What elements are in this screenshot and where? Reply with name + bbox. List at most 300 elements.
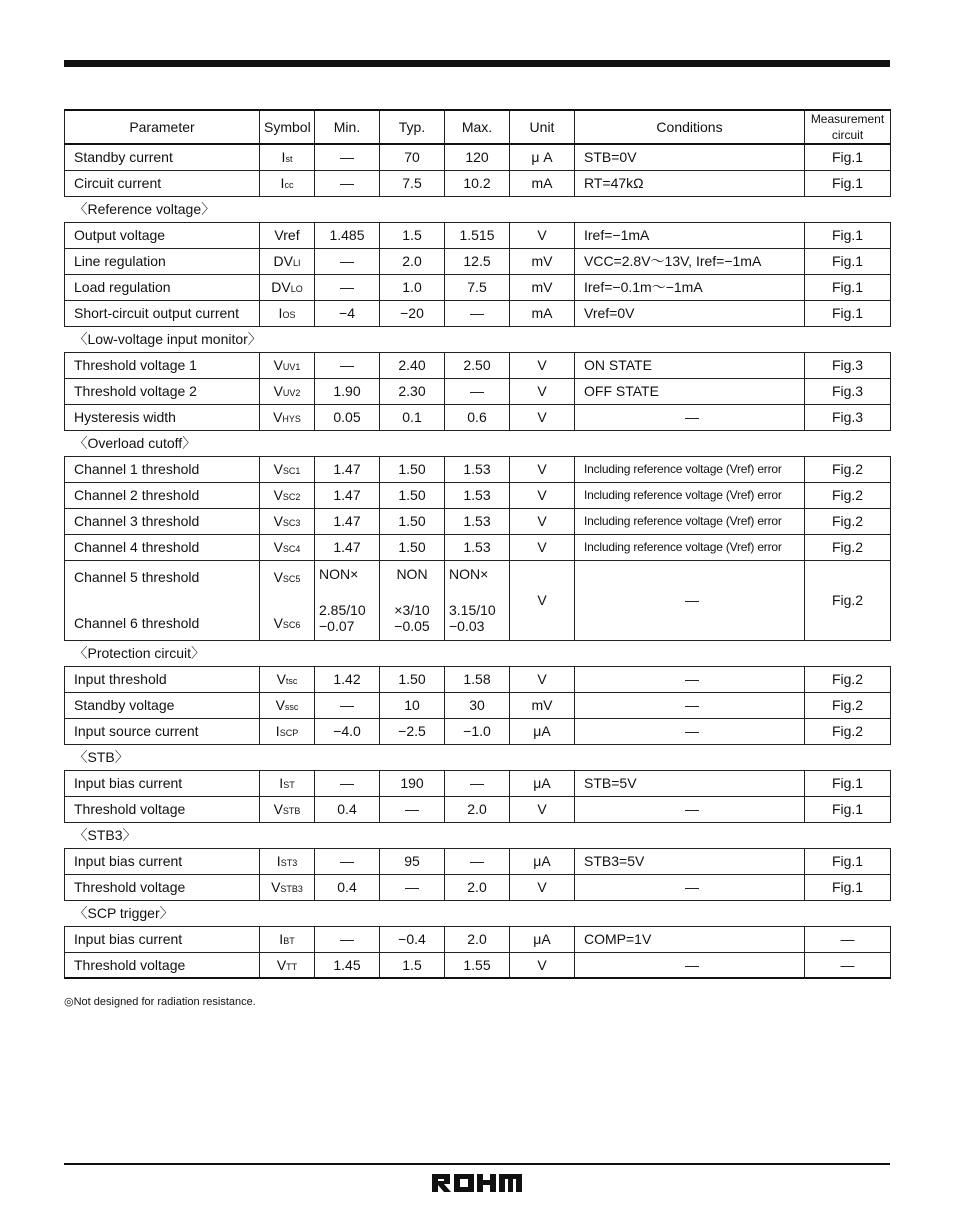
- parameter-cell: Threshold voltage: [65, 874, 260, 900]
- table-row: [65, 874, 891, 900]
- parameter-cell: [65, 560, 260, 640]
- min-cell: —: [315, 692, 380, 718]
- section-row: [65, 430, 891, 456]
- header-conditions: Conditions: [575, 110, 805, 144]
- symbol-main: I: [279, 931, 284, 947]
- symbol-cell: [260, 352, 315, 378]
- measurement-cell: Fig.1: [805, 248, 891, 274]
- conditions-cell: Including reference voltage (Vref) error: [575, 456, 805, 482]
- symbol-cell: [260, 692, 315, 718]
- section-title: 〈Low-voltage input monitor〉: [65, 326, 891, 352]
- min-cell: 1.485: [315, 222, 380, 248]
- header-symbol: Symbol: [260, 110, 315, 144]
- unit-cell: V: [510, 796, 575, 822]
- typ-cell: −2.5: [380, 718, 445, 744]
- symbol-main: V: [275, 697, 285, 713]
- table-row: [65, 848, 891, 874]
- symbol-cell: [260, 770, 315, 796]
- conditions-cell: STB=5V: [575, 770, 805, 796]
- rohm-logo: [430, 1172, 524, 1194]
- min-cell: —: [315, 170, 380, 196]
- unit-cell: V: [510, 560, 575, 640]
- measurement-cell: Fig.2: [805, 456, 891, 482]
- table-row: [65, 770, 891, 796]
- typ-cell: −0.4: [380, 926, 445, 952]
- conditions-cell: OFF STATE: [575, 378, 805, 404]
- unit-cell: μA: [510, 770, 575, 796]
- min-line1: NON×: [319, 566, 359, 582]
- min-cell: 1.90: [315, 378, 380, 404]
- parameter-cell: Input bias current: [65, 848, 260, 874]
- table-row: [65, 718, 891, 744]
- symbol-ch6: [274, 615, 301, 631]
- symbol-sub: st: [285, 154, 293, 165]
- symbol-main: V: [273, 539, 283, 555]
- conditions-cell: Including reference voltage (Vref) error: [575, 508, 805, 534]
- typ-cell: 95: [380, 848, 445, 874]
- max-cell: 12.5: [445, 248, 510, 274]
- conditions-cell: —: [575, 718, 805, 744]
- measurement-cell: Fig.3: [805, 378, 891, 404]
- section-title: 〈SCP trigger〉: [65, 900, 891, 926]
- unit-cell: V: [510, 508, 575, 534]
- symbol-sub: UV2: [282, 388, 301, 398]
- symbol-sub: BT: [283, 936, 295, 946]
- symbol-main: DV: [273, 253, 293, 269]
- symbol-sub: cc: [284, 180, 294, 190]
- symbol-sub: STB3: [280, 884, 303, 894]
- section-title: 〈Protection circuit〉: [65, 640, 891, 666]
- table-row: [65, 300, 891, 326]
- symbol-main: V: [273, 615, 283, 631]
- symbol-cell: [260, 952, 315, 978]
- max-cell: —: [445, 770, 510, 796]
- conditions-cell: Including reference voltage (Vref) error: [575, 534, 805, 560]
- header-parameter: Parameter: [65, 110, 260, 144]
- symbol-sub: SC2: [282, 492, 301, 502]
- measurement-cell: Fig.1: [805, 170, 891, 196]
- section-row: [65, 822, 891, 848]
- symbol-main: V: [273, 357, 283, 373]
- max-line2: 3.15/10: [449, 602, 496, 618]
- measurement-cell: Fig.1: [805, 274, 891, 300]
- top-rule: [64, 60, 890, 67]
- max-cell: 7.5: [445, 274, 510, 300]
- min-cell: −4: [315, 300, 380, 326]
- typ-cell: 1.50: [380, 482, 445, 508]
- measurement-cell: Fig.1: [805, 770, 891, 796]
- parameter-cell: Hysteresis width: [65, 404, 260, 430]
- conditions-cell: —: [575, 666, 805, 692]
- min-cell: —: [315, 144, 380, 170]
- table-row: [65, 926, 891, 952]
- symbol-cell: [260, 666, 315, 692]
- max-cell: 2.0: [445, 796, 510, 822]
- unit-cell: mV: [510, 274, 575, 300]
- min-line2: 2.85/10: [319, 602, 366, 618]
- measurement-cell: Fig.2: [805, 560, 891, 640]
- symbol-sub: SCP: [279, 728, 299, 738]
- conditions-cell: Vref=0V: [575, 300, 805, 326]
- symbol-cell: [260, 508, 315, 534]
- max-cell: —: [445, 848, 510, 874]
- symbol-sub: SC4: [282, 544, 301, 554]
- symbol-sub: OS: [282, 310, 296, 320]
- unit-cell: V: [510, 482, 575, 508]
- min-cell: [315, 560, 380, 640]
- unit-cell: V: [510, 404, 575, 430]
- header-measurement-circuit: [805, 110, 891, 144]
- table-row: [65, 534, 891, 560]
- unit-cell: mV: [510, 692, 575, 718]
- symbol-cell: [260, 300, 315, 326]
- symbol-cell: [260, 874, 315, 900]
- unit-cell: V: [510, 456, 575, 482]
- symbol-cell: [260, 248, 315, 274]
- min-cell: 1.47: [315, 456, 380, 482]
- measurement-cell: Fig.2: [805, 482, 891, 508]
- typ-cell: 2.0: [380, 248, 445, 274]
- symbol-sub: SC5: [282, 574, 301, 584]
- unit-cell: V: [510, 534, 575, 560]
- min-cell: 1.47: [315, 508, 380, 534]
- typ-lines: [394, 602, 429, 634]
- measurement-cell: Fig.1: [805, 300, 891, 326]
- symbol-cell: [260, 534, 315, 560]
- measurement-cell: Fig.2: [805, 508, 891, 534]
- parameter-cell: Threshold voltage 2: [65, 378, 260, 404]
- symbol-sub: ST3: [280, 858, 298, 868]
- symbol-main: DV: [271, 279, 291, 295]
- symbol-sub: SC1: [282, 466, 301, 476]
- typ-cell: 10: [380, 692, 445, 718]
- typ-line1: NON: [396, 566, 428, 582]
- symbol-main: I: [280, 175, 285, 191]
- symbol-sub: STB: [282, 806, 301, 816]
- conditions-cell: —: [575, 560, 805, 640]
- conditions-cell: Iref=−1mA: [575, 222, 805, 248]
- typ-cell: 190: [380, 770, 445, 796]
- electrical-characteristics-table: [64, 109, 891, 979]
- unit-cell: mA: [510, 300, 575, 326]
- min-cell: —: [315, 926, 380, 952]
- conditions-cell: —: [575, 874, 805, 900]
- symbol-main: V: [273, 487, 283, 503]
- max-cell: 1.55: [445, 952, 510, 978]
- typ-cell: 0.1: [380, 404, 445, 430]
- parameter-cell: Channel 1 threshold: [65, 456, 260, 482]
- symbol-main: V: [271, 879, 281, 895]
- unit-cell: V: [510, 378, 575, 404]
- table-row: [65, 456, 891, 482]
- symbol-cell: [260, 144, 315, 170]
- max-cell: 2.50: [445, 352, 510, 378]
- unit-cell: μ A: [510, 144, 575, 170]
- unit-cell: V: [510, 666, 575, 692]
- table-row: [65, 222, 891, 248]
- table-row: [65, 352, 891, 378]
- symbol-cell: [260, 274, 315, 300]
- symbol-cell: [260, 456, 315, 482]
- parameter-cell: Channel 4 threshold: [65, 534, 260, 560]
- table-row: [65, 248, 891, 274]
- parameter-cell: Output voltage: [65, 222, 260, 248]
- max-cell: 1.58: [445, 666, 510, 692]
- symbol-sub: tsc: [285, 676, 298, 686]
- min-cell: 0.4: [315, 796, 380, 822]
- min-lines: [319, 602, 366, 634]
- table-row: [65, 692, 891, 718]
- section-row: [65, 900, 891, 926]
- conditions-cell: Including reference voltage (Vref) error: [575, 482, 805, 508]
- max-cell: 0.6: [445, 404, 510, 430]
- min-cell: —: [315, 848, 380, 874]
- parameter-cell: Threshold voltage: [65, 796, 260, 822]
- symbol-main: I: [275, 723, 280, 739]
- typ-cell: −20: [380, 300, 445, 326]
- table-row: [65, 508, 891, 534]
- table-row: [65, 666, 891, 692]
- parameter-cell: Channel 2 threshold: [65, 482, 260, 508]
- symbol-sub: ST: [283, 780, 295, 790]
- header-unit: Unit: [510, 110, 575, 144]
- min-cell: —: [315, 248, 380, 274]
- table-row: [65, 274, 891, 300]
- min-cell: 0.4: [315, 874, 380, 900]
- parameter-cell: Short-circuit output current: [65, 300, 260, 326]
- min-cell: 0.05: [315, 404, 380, 430]
- section-row: [65, 196, 891, 222]
- parameter-cell: Input threshold: [65, 666, 260, 692]
- symbol-cell: [260, 796, 315, 822]
- unit-cell: μA: [510, 848, 575, 874]
- max-line1: NON×: [449, 566, 489, 582]
- max-cell: —: [445, 300, 510, 326]
- min-cell: —: [315, 770, 380, 796]
- table-row: [65, 144, 891, 170]
- section-title: 〈STB〉: [65, 744, 891, 770]
- symbol-main: V: [273, 513, 283, 529]
- symbol-main: V: [273, 461, 283, 477]
- measurement-cell: Fig.1: [805, 848, 891, 874]
- typ-cell: —: [380, 796, 445, 822]
- typ-cell: 1.5: [380, 952, 445, 978]
- max-cell: 1.53: [445, 456, 510, 482]
- header-measurement-line2: circuit: [831, 128, 864, 142]
- header-max: Max.: [445, 110, 510, 144]
- header-typ: Typ.: [380, 110, 445, 144]
- conditions-cell: —: [575, 692, 805, 718]
- conditions-cell: —: [575, 796, 805, 822]
- symbol-sub: SC6: [282, 620, 301, 630]
- symbol-cell: [260, 560, 315, 640]
- parameter-cell: Circuit current: [65, 170, 260, 196]
- measurement-cell: Fig.3: [805, 404, 891, 430]
- measurement-cell: Fig.2: [805, 666, 891, 692]
- symbol-sub: LI: [292, 258, 301, 268]
- parameter-ch6: Channel 6 threshold: [74, 615, 200, 631]
- max-cell: 120: [445, 144, 510, 170]
- symbol-sub: HYS: [282, 414, 301, 424]
- parameter-cell: Input bias current: [65, 770, 260, 796]
- max-cell: 1.53: [445, 534, 510, 560]
- parameter-cell: Standby current: [65, 144, 260, 170]
- unit-cell: μA: [510, 926, 575, 952]
- conditions-cell: COMP=1V: [575, 926, 805, 952]
- max-cell: [445, 560, 510, 640]
- max-cell: 1.53: [445, 482, 510, 508]
- parameter-cell: Threshold voltage: [65, 952, 260, 978]
- unit-cell: V: [510, 352, 575, 378]
- measurement-cell: Fig.3: [805, 352, 891, 378]
- parameter-ch5: Channel 5 threshold: [74, 569, 200, 585]
- min-cell: −4.0: [315, 718, 380, 744]
- symbol-cell: [260, 404, 315, 430]
- table-row: [65, 952, 891, 978]
- conditions-cell: VCC=2.8V〜13V, Iref=−1mA: [575, 248, 805, 274]
- typ-cell: 1.50: [380, 666, 445, 692]
- max-cell: 30: [445, 692, 510, 718]
- max-cell: −1.0: [445, 718, 510, 744]
- table-header: [65, 110, 891, 144]
- max-line3: −0.03: [449, 618, 485, 634]
- table-row: [65, 378, 891, 404]
- unit-cell: V: [510, 222, 575, 248]
- parameter-cell: Line regulation: [65, 248, 260, 274]
- symbol-ch5: [274, 569, 301, 585]
- header-measurement-line1: Measurement: [810, 112, 885, 126]
- symbol-sub: TT: [286, 961, 298, 972]
- symbol-main: V: [276, 671, 286, 687]
- table-row: [65, 482, 891, 508]
- section-row: [65, 744, 891, 770]
- conditions-cell: ON STATE: [575, 352, 805, 378]
- symbol-main: V: [273, 409, 283, 425]
- symbol-main: I: [276, 853, 281, 869]
- symbol-cell: [260, 170, 315, 196]
- section-title: 〈Reference voltage〉: [65, 196, 891, 222]
- typ-cell: 7.5: [380, 170, 445, 196]
- symbol-cell: [260, 222, 315, 248]
- section-row: [65, 326, 891, 352]
- conditions-cell: —: [575, 404, 805, 430]
- symbol-cell: [260, 482, 315, 508]
- measurement-cell: Fig.1: [805, 222, 891, 248]
- measurement-cell: —: [805, 952, 891, 978]
- parameter-cell: Load regulation: [65, 274, 260, 300]
- min-line3: −0.07: [319, 618, 355, 634]
- parameter-cell: Input bias current: [65, 926, 260, 952]
- symbol-main: I: [279, 775, 284, 791]
- max-cell: 10.2: [445, 170, 510, 196]
- typ-cell: —: [380, 874, 445, 900]
- typ-line2: ×3/10: [394, 602, 430, 618]
- radiation-note: ◎Not designed for radiation resistance.: [64, 996, 256, 1008]
- typ-cell: 1.50: [380, 508, 445, 534]
- header-min: Min.: [315, 110, 380, 144]
- unit-cell: μA: [510, 718, 575, 744]
- max-cell: 2.0: [445, 874, 510, 900]
- symbol-main: V: [273, 801, 283, 817]
- typ-line3: −0.05: [394, 618, 430, 634]
- measurement-cell: Fig.1: [805, 144, 891, 170]
- measurement-cell: Fig.1: [805, 796, 891, 822]
- symbol-main: Vref: [274, 227, 300, 243]
- section-title: 〈STB3〉: [65, 822, 891, 848]
- unit-cell: mA: [510, 170, 575, 196]
- typ-cell: 2.30: [380, 378, 445, 404]
- symbol-main: V: [276, 956, 287, 973]
- table-row: [65, 404, 891, 430]
- conditions-cell: RT=47kΩ: [575, 170, 805, 196]
- measurement-cell: Fig.2: [805, 718, 891, 744]
- symbol-sub: LO: [290, 284, 303, 294]
- symbol-main: V: [273, 569, 283, 585]
- typ-cell: 1.0: [380, 274, 445, 300]
- table-row: [65, 170, 891, 196]
- unit-cell: V: [510, 874, 575, 900]
- min-cell: 1.42: [315, 666, 380, 692]
- min-cell: 1.47: [315, 482, 380, 508]
- measurement-cell: —: [805, 926, 891, 952]
- min-cell: —: [315, 274, 380, 300]
- max-lines: [449, 602, 496, 634]
- symbol-cell: [260, 718, 315, 744]
- max-cell: 1.515: [445, 222, 510, 248]
- symbol-main: I: [278, 305, 283, 321]
- symbol-main: V: [273, 383, 283, 399]
- unit-cell: V: [510, 952, 575, 978]
- section-row: [65, 640, 891, 666]
- typ-cell: 70: [380, 144, 445, 170]
- typ-cell: 1.5: [380, 222, 445, 248]
- symbol-sub: ssc: [284, 702, 299, 712]
- table-row: [65, 560, 891, 640]
- table-row: [65, 796, 891, 822]
- unit-cell: mV: [510, 248, 575, 274]
- symbol-cell: [260, 926, 315, 952]
- measurement-cell: Fig.1: [805, 874, 891, 900]
- section-title: 〈Overload cutoff〉: [65, 430, 891, 456]
- symbol-cell: [260, 848, 315, 874]
- symbol-cell: [260, 378, 315, 404]
- parameter-cell: Input source current: [65, 718, 260, 744]
- min-cell: —: [315, 352, 380, 378]
- symbol-main: I: [281, 149, 286, 166]
- conditions-cell: —: [575, 952, 805, 978]
- min-cell: 1.47: [315, 534, 380, 560]
- conditions-cell: STB3=5V: [575, 848, 805, 874]
- measurement-cell: Fig.2: [805, 692, 891, 718]
- conditions-cell: STB=0V: [575, 144, 805, 170]
- min-cell: 1.45: [315, 952, 380, 978]
- typ-cell: [380, 560, 445, 640]
- measurement-cell: Fig.2: [805, 534, 891, 560]
- conditions-cell: Iref=−0.1m〜−1mA: [575, 274, 805, 300]
- typ-cell: 2.40: [380, 352, 445, 378]
- parameter-cell: Channel 3 threshold: [65, 508, 260, 534]
- typ-cell: 1.50: [380, 456, 445, 482]
- max-cell: 2.0: [445, 926, 510, 952]
- bottom-rule: [64, 1163, 890, 1165]
- symbol-sub: UV1: [282, 362, 301, 372]
- max-cell: —: [445, 378, 510, 404]
- typ-cell: 1.50: [380, 534, 445, 560]
- parameter-cell: Standby voltage: [65, 692, 260, 718]
- max-cell: 1.53: [445, 508, 510, 534]
- parameter-cell: Threshold voltage 1: [65, 352, 260, 378]
- symbol-sub: SC3: [282, 518, 301, 528]
